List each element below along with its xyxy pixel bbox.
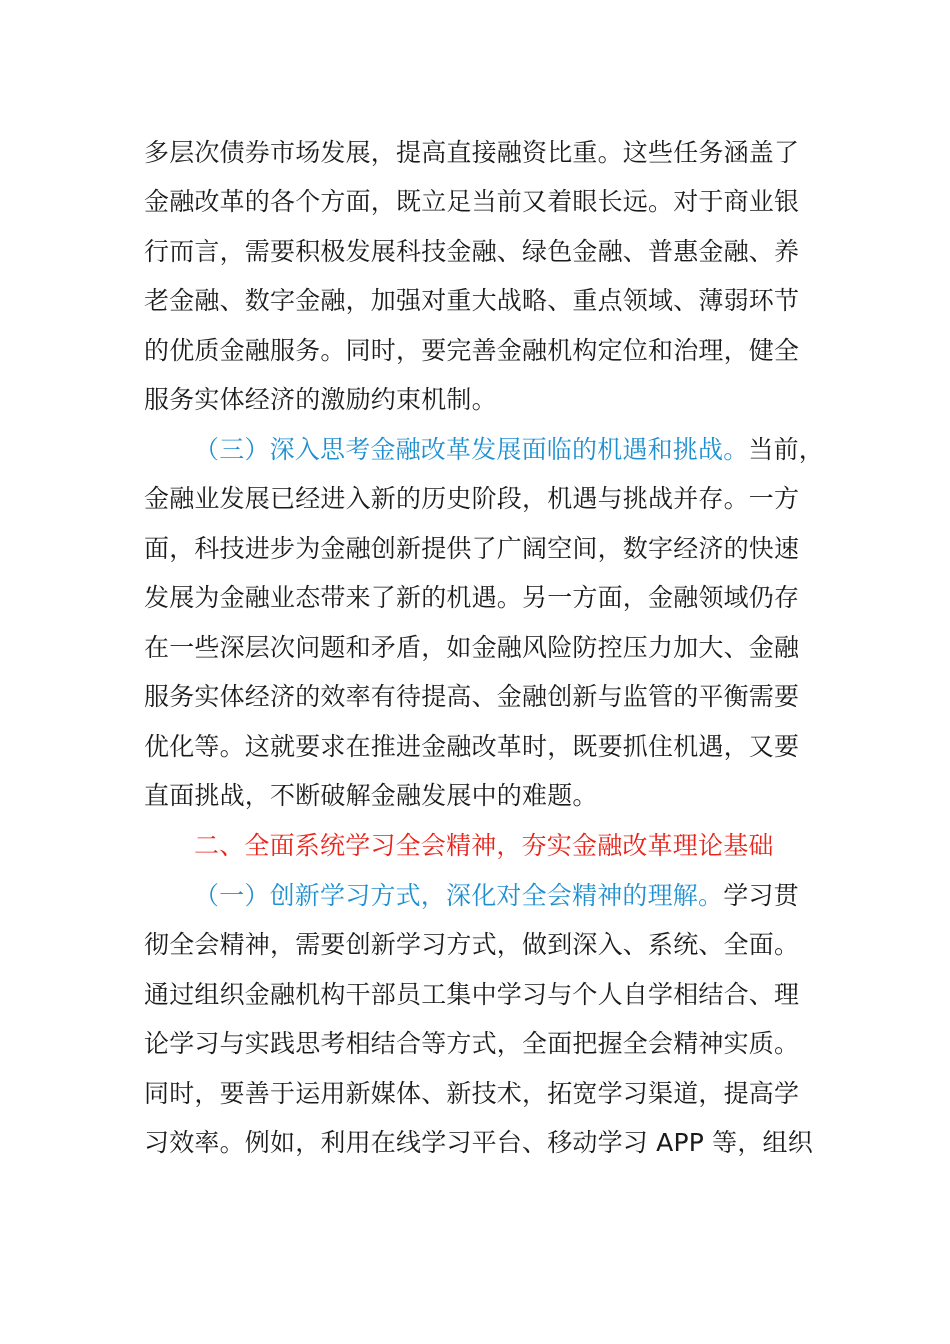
subheading-one: （一）创新学习方式，深化对全会精神的理解。 <box>194 881 724 910</box>
body-text-inline: 学习贯 <box>723 881 799 910</box>
body-text-line: 服务实体经济的激励约束机制。 <box>144 385 497 414</box>
body-text-line: 金融改革的各个方面，既立足当前又着眼长远。对于商业银 <box>144 187 800 216</box>
body-text-line: 在一些深层次问题和矛盾，如金融风险防控压力加大、金融 <box>144 633 800 662</box>
body-text-line: 彻全会精神，需要创新学习方式，做到深入、系统、全面。 <box>144 930 800 959</box>
section-heading: 二、全面系统学习全会精神，夯实金融改革理论基础 <box>194 831 774 860</box>
body-text-line: 服务实体经济的效率有待提高、金融创新与监管的平衡需要 <box>144 682 800 711</box>
paragraph-first-line <box>194 435 824 465</box>
body-text-line: 通过组织金融机构干部员工集中学习与个人自学相结合、理 <box>144 980 800 1009</box>
body-text-line: 老金融、数字金融，加强对重大战略、重点领域、薄弱环节 <box>144 286 800 315</box>
body-text-inline: 当前， <box>748 435 825 464</box>
paragraph-first-line <box>194 881 799 911</box>
body-text-line: 同时，要善于运用新媒体、新技术，拓宽学习渠道，提高学 <box>144 1079 800 1108</box>
body-text-line: 论学习与实践思考相结合等方式，全面把握全会精神实质。 <box>144 1029 800 1058</box>
subheading-three: （三）深入思考金融改革发展面临的机遇和挑战。 <box>194 435 749 464</box>
body-text-line: 习效率。例如，利用在线学习平台、移动学习 APP 等，组织 <box>144 1128 813 1157</box>
body-text-line: 发展为金融业态带来了新的机遇。另一方面，金融领域仍存 <box>144 583 800 612</box>
body-text-line: 金融业发展已经进入新的历史阶段，机遇与挑战并存。一方 <box>144 484 800 513</box>
body-text-line: 面，科技进步为金融创新提供了广阔空间，数字经济的快速 <box>144 534 800 563</box>
body-text-line: 行而言，需要积极发展科技金融、绿色金融、普惠金融、养 <box>144 237 800 266</box>
body-text-line: 直面挑战，不断破解金融发展中的难题。 <box>144 781 598 810</box>
body-text-line: 多层次债券市场发展，提高直接融资比重。这些任务涵盖了 <box>144 138 800 167</box>
body-text-line: 的优质金融服务。同时，要完善金融机构定位和治理，健全 <box>144 336 800 365</box>
body-text-line: 优化等。这就要求在推进金融改革时，既要抓住机遇，又要 <box>144 732 800 761</box>
